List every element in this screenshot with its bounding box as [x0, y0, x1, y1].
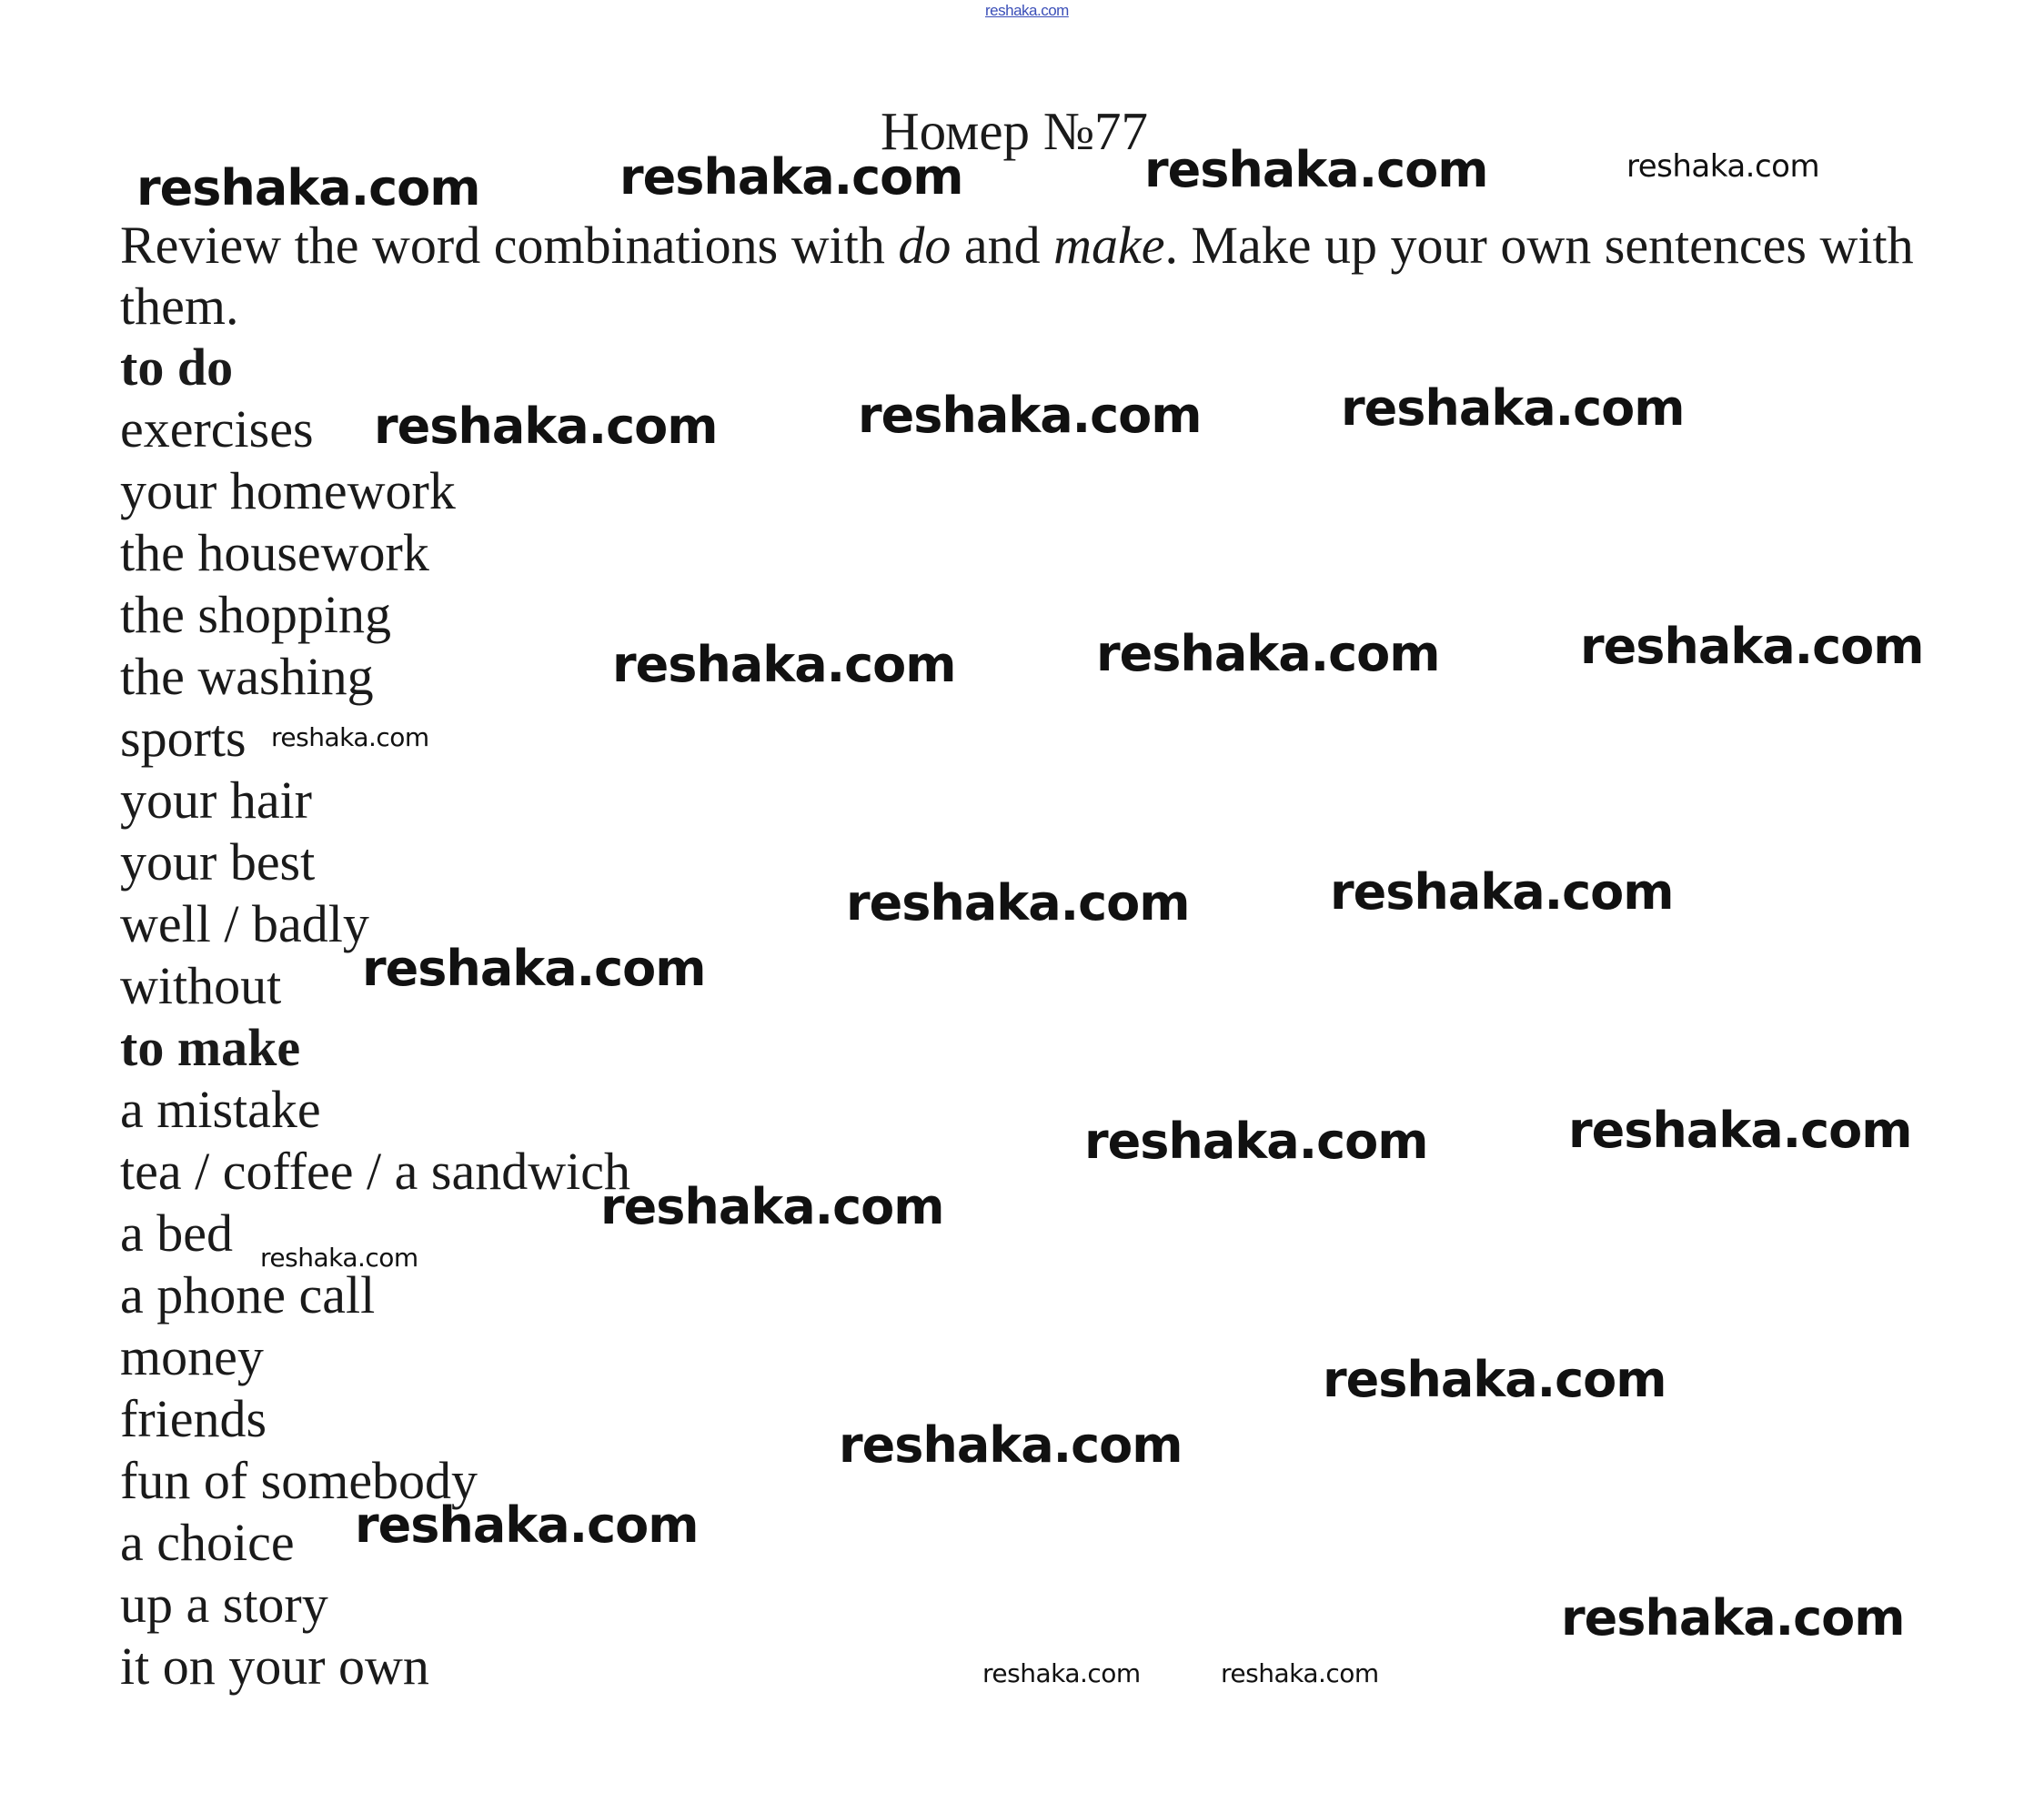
instructions-word-make: make	[1053, 216, 1165, 275]
list-item: the housework	[120, 523, 429, 582]
list-item: sports	[120, 709, 247, 768]
watermark: reshaka.com	[858, 387, 1202, 444]
list-item: tea / coffee / a sandwich	[120, 1142, 630, 1201]
watermark: reshaka.com	[1084, 1113, 1428, 1170]
page-title: Номер №77	[881, 101, 1149, 161]
section-heading-to-do: to do	[120, 337, 234, 397]
watermark: reshaka.com	[1144, 141, 1488, 198]
watermark: reshaka.com	[619, 148, 963, 206]
list-item: a mistake	[120, 1080, 321, 1139]
watermark: reshaka.com	[1330, 863, 1674, 921]
watermark: reshaka.com	[1221, 1658, 1379, 1688]
list-item: your homework	[120, 461, 456, 520]
list-item: exercises	[120, 399, 314, 458]
list-item: your best	[120, 832, 316, 891]
list-item: money	[120, 1327, 264, 1386]
instructions-text-2: and	[951, 216, 1054, 275]
watermark: reshaka.com	[1096, 625, 1440, 682]
exercise-instructions	[120, 215, 1921, 337]
list-item: your hair	[120, 771, 312, 830]
watermark: reshaka.com	[1323, 1351, 1666, 1408]
watermark: reshaka.com	[1580, 618, 1924, 675]
list-item: a bed	[120, 1204, 233, 1263]
instructions-text-1: Review the word combinations with	[120, 216, 899, 275]
list-item: a phone call	[120, 1265, 376, 1324]
to-make-list	[120, 1079, 630, 1697]
list-item: the shopping	[120, 585, 392, 644]
watermark: reshaka.com	[600, 1178, 944, 1235]
watermark: reshaka.com	[1341, 379, 1685, 437]
instructions-word-do: do	[898, 216, 952, 275]
watermark: reshaka.com	[271, 722, 429, 752]
watermark: reshaka.com	[839, 1416, 1183, 1474]
top-site-link[interactable]: reshaka.com	[985, 2, 1069, 19]
watermark: reshaka.com	[362, 940, 706, 997]
watermark: reshaka.com	[1561, 1589, 1905, 1647]
watermark: reshaka.com	[846, 874, 1190, 932]
list-item: fun of somebody	[120, 1451, 478, 1510]
watermark: reshaka.com	[612, 636, 956, 693]
list-item: the washing	[120, 647, 374, 706]
list-item: it on your own	[120, 1637, 429, 1696]
watermark: reshaka.com	[374, 398, 718, 455]
list-item: up a story	[120, 1575, 328, 1634]
section-heading-to-make: to make	[120, 1018, 301, 1077]
list-item: a choice	[120, 1513, 295, 1572]
watermark: reshaka.com	[260, 1243, 418, 1273]
watermark: reshaka.com	[1568, 1102, 1912, 1159]
watermark: reshaka.com	[355, 1496, 699, 1554]
list-item: friends	[120, 1389, 267, 1448]
list-item: well / badly	[120, 894, 369, 953]
instructions-text-3: . Make up your own sentences with them.	[120, 216, 1914, 336]
watermark: reshaka.com	[136, 159, 480, 217]
list-item: without	[120, 956, 282, 1015]
to-do-list	[120, 398, 456, 1017]
watermark: reshaka.com	[982, 1658, 1141, 1688]
watermark: reshaka.com	[1626, 148, 1820, 185]
